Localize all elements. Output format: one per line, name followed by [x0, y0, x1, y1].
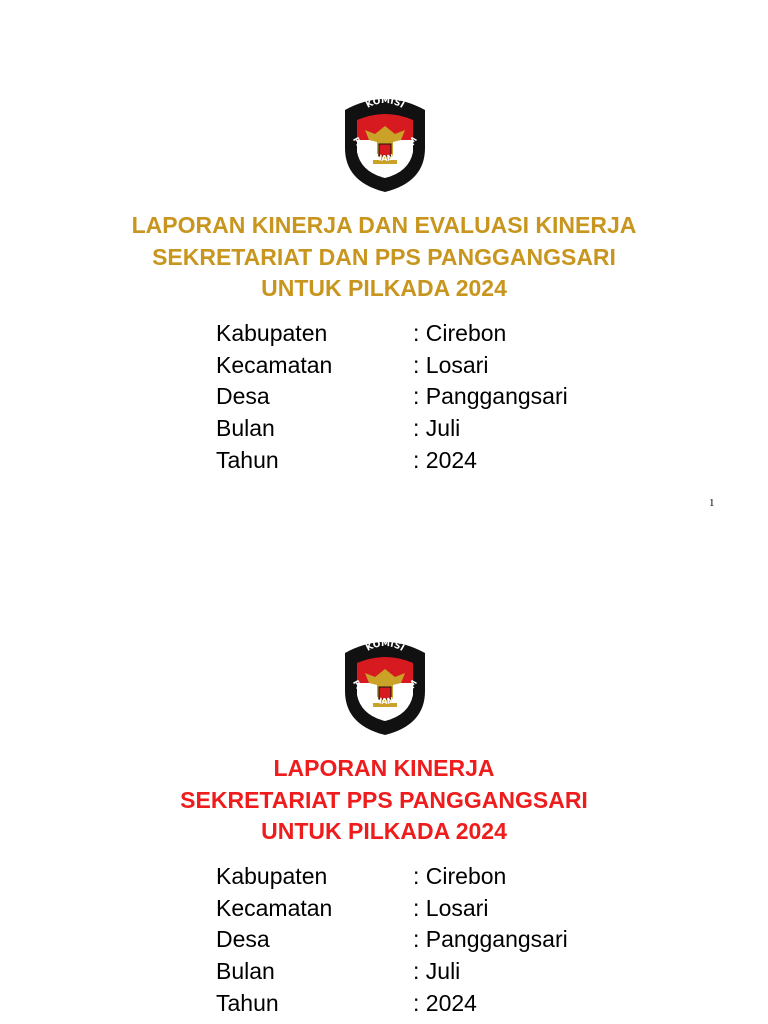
info-row-tahun — [216, 445, 636, 477]
logo-bottom-text: PEMILIHAN UMUM — [351, 678, 420, 706]
info-label: Kabupaten — [216, 863, 328, 889]
info-row-kabupaten — [216, 861, 636, 893]
title-line: UNTUK PILKADA 2024 — [261, 275, 507, 301]
info-row-bulan — [216, 956, 636, 988]
info-table — [216, 861, 636, 1020]
info-value: : Juli — [413, 958, 461, 985]
info-row-bulan — [216, 413, 636, 445]
logo-bottom-text: PEMILIHAN UMUM — [351, 135, 420, 163]
info-label: Bulan — [216, 415, 275, 442]
info-value: : Losari — [413, 894, 489, 921]
logo-top-text: KOMISI — [364, 96, 406, 111]
info-value: : Losari — [413, 351, 489, 378]
info-row-desa — [216, 381, 636, 413]
info-value: : Cirebon — [413, 863, 507, 889]
info-label: Desa — [216, 383, 270, 410]
info-value: : Panggangsari — [413, 926, 568, 953]
info-row-desa — [216, 924, 636, 956]
info-label: Desa — [216, 926, 270, 953]
title-line: UNTUK PILKADA 2024 — [261, 818, 507, 844]
info-value: : Cirebon — [413, 320, 507, 346]
info-value: : 2024 — [413, 446, 477, 473]
kpu-logo-icon — [339, 633, 431, 737]
page-title — [0, 753, 768, 848]
info-label: Tahun — [216, 989, 279, 1016]
info-label: Kecamatan — [216, 351, 333, 378]
info-row-tahun — [216, 988, 636, 1020]
info-label: Kabupaten — [216, 320, 328, 346]
info-label: Bulan — [216, 958, 275, 985]
info-row-kecamatan — [216, 350, 636, 382]
title-line: SEKRETARIAT PPS PANGGANGSARI — [180, 786, 588, 813]
logo-top-text: KOMISI — [364, 639, 406, 654]
info-label: Kecamatan — [216, 894, 333, 921]
page-number: 1 — [709, 497, 715, 509]
title-line: SEKRETARIAT DAN PPS PANGGANGSARI — [152, 243, 616, 270]
document-page-2 — [0, 543, 768, 1024]
info-row-kabupaten — [216, 318, 636, 350]
info-value: : Panggangsari — [413, 383, 568, 410]
title-line: LAPORAN KINERJA — [273, 755, 495, 781]
kpu-logo-icon — [339, 90, 431, 194]
info-value: : 2024 — [413, 989, 477, 1016]
title-line: LAPORAN KINERJA DAN EVALUASI KINERJA — [131, 212, 637, 238]
info-table — [216, 318, 636, 477]
page-title — [0, 210, 768, 305]
info-row-kecamatan — [216, 893, 636, 925]
info-value: : Juli — [413, 415, 461, 442]
info-label: Tahun — [216, 446, 279, 473]
